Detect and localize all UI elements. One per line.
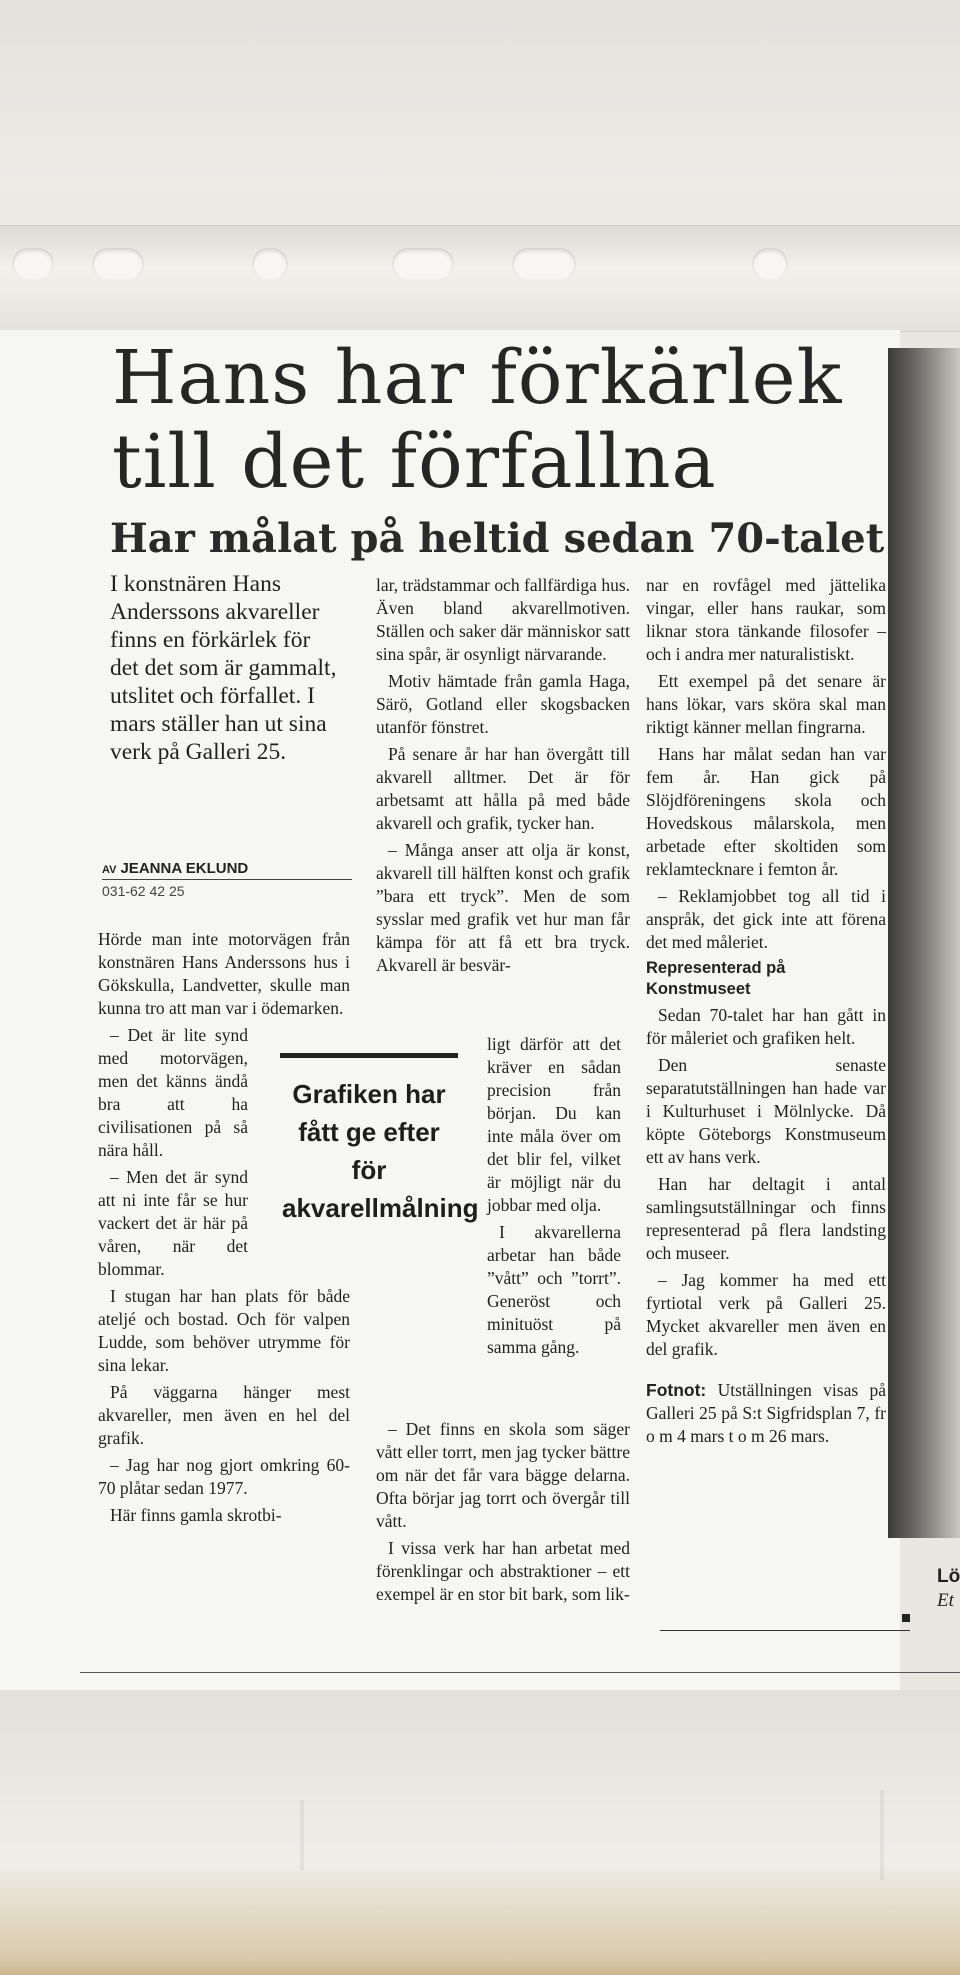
headline-line-2: till det förfallna: [112, 419, 717, 505]
plastic-sleeve-bottom: [0, 1690, 960, 1975]
pullquote-rule: [280, 1053, 458, 1058]
paragraph: Motiv hämtade från gamla Haga, Särö, Gotland eller skogsbacken utanför fönstret.: [376, 671, 630, 737]
paragraph: – Men det är synd att ni inte får se hur vackert det är här på våren, när det blommar.: [98, 1167, 248, 1279]
paragraph: Ett exempel på det senare är hans lökar, vars sköra skal man riktigt känner mellan fingrarna.: [646, 671, 886, 737]
article-column-3: [646, 574, 886, 1452]
neighbor-article-fragment: [937, 1565, 960, 1613]
byline-prefix: AV: [102, 864, 117, 876]
article-column-2-top: [376, 574, 630, 981]
binder-hole: [752, 248, 788, 280]
article-column-2-right: [487, 1033, 621, 1363]
footnote: [646, 1379, 886, 1448]
byline-phone: 031-62 42 25: [102, 883, 185, 899]
paragraph: Han har deltagit i antal samlingsutställningar och finns representerad på flera landsting och museer.: [646, 1174, 886, 1263]
article-column-1: [98, 928, 350, 1531]
paragraph: – Jag har nog gjort omkring 60-70 plåtar sedan 1977.: [98, 1455, 350, 1498]
paragraph: – Många anser att olja är konst, akvarell till hälften konst och grafik ”bara ett tryck”. Men de som sysslar med grafik vet hur man får kämpa för att få ett bra tryck. Akvarell är besvär-: [376, 840, 630, 975]
binder-hole: [392, 248, 454, 280]
paragraph: lar, trädstammar och fallfärdiga hus. Även bland akvarellmotiven. Ställen och saker där människor satt sina spår, är osynligt närvarande.: [376, 575, 630, 664]
paragraph: Den senaste separatutställningen han hade var i Kulturhuset i Mölnlycke. Då köpte Göteborgs Konstmuseum ett av hans verk.: [646, 1055, 886, 1167]
paragraph: Här finns gamla skrotbi-: [110, 1505, 282, 1525]
paragraph: – Reklamjobbet tog all tid i anspråk, det gick inte att förena det med måleriet.: [646, 886, 886, 952]
paragraph: – Det är lite synd med motorvägen, men det känns ändå bra att ha civilisationen på så nära håll.: [98, 1025, 248, 1160]
binder-hole: [512, 248, 576, 280]
article-end-rule: [660, 1630, 910, 1631]
pullquote: Grafiken har fått ge efter för akvarellmålning: [282, 1079, 479, 1223]
binder-hole: [92, 248, 144, 280]
binder-hole: [12, 248, 54, 280]
sleeve-crease: [880, 1790, 884, 1880]
article-ingress: I konstnären Hans Anderssons akvareller finns en förkärlek för det det som är gammalt, utslitet och förfallet. I mars ställer han ut sina verk på Galleri 25.: [110, 571, 337, 765]
article-subheadline: Har målat på heltid sedan 70-talet: [110, 515, 885, 562]
paragraph: nar en rovfågel med jättelika vingar, eller hans raukar, som liknar stora tänkande filosofer – och i andra mer naturalistiskt.: [646, 575, 886, 664]
adjacent-photo-edge: [888, 348, 960, 1538]
paragraph: I akvarellerna arbetar han både ”vått” och ”torrt”. Generöst och minituöst på samma gång.: [487, 1222, 621, 1357]
paragraph: Hans har målat sedan han var fem år. Han gick på Slöjdföreningens skola och Hovedskous målarskola, men arbetade efter skoltiden som reklamtecknare i femton år.: [646, 744, 886, 879]
fragment-line-1: Lö: [937, 1566, 960, 1587]
paragraph: – Det finns en skola som säger vått eller torrt, men jag tycker bättre om när det får vara bägge delarna. Ofta börjar jag torrt och övergår till vått.: [376, 1419, 630, 1531]
article-column-2-bottom: [376, 1418, 630, 1610]
footnote-label: Fotnot:: [646, 1380, 707, 1400]
paragraph: I stugan har han plats för både ateljé och bostad. Och för valpen Ludde, som behöver utrymme för sina lekar.: [98, 1286, 350, 1375]
article-headline: [112, 336, 892, 504]
section-subheading: Representerad på Konstmuseet: [646, 959, 786, 998]
byline-name: JEANNA EKLUND: [120, 860, 249, 877]
page-bottom-rule: [80, 1672, 960, 1673]
byline: [102, 860, 352, 880]
binder-hole: [252, 248, 288, 280]
paragraph: På väggarna hänger mest akvareller, men även en hel del grafik.: [98, 1382, 350, 1448]
binder-hole-strip: [0, 225, 960, 332]
headline-line-1: Hans har förkärlek: [112, 335, 843, 421]
paragraph: På senare år har han övergått till akvarell alltmer. Det är för arbetsamt att hålla på med både akvarell och grafik, tycker han.: [376, 744, 630, 833]
paragraph: ligt därför att det kräver en sådan precision från början. Du kan inte måla över om det blir fel, vilket är möjligt när du jobbar med olja.: [487, 1034, 621, 1215]
article-end-mark: [902, 1614, 910, 1622]
sleeve-crease: [300, 1800, 304, 1870]
paragraph: Sedan 70-talet har han gått in för måleriet och grafiken helt.: [646, 1005, 886, 1048]
paragraph: I vissa verk har han arbetat med förenklingar och abstraktioner – ett exempel är en stor bit bark, som lik-: [376, 1538, 630, 1604]
paragraph: – Jag kommer ha med ett fyrtiotal verk på Galleri 25. Mycket akvareller men även en del grafik.: [646, 1270, 886, 1359]
fragment-line-2: Et: [937, 1590, 954, 1611]
paragraph: Hörde man inte motorvägen från konstnären Hans Anderssons hus i Gökskulla, Landvetter, skulle man kunna tro att man var i ödemarken.: [98, 929, 350, 1018]
footnote-text: Utställningen visas på Galleri 25 på S:t Sigfridsplan 7, fr o m 4 mars t o m 26 mars.: [646, 1380, 886, 1446]
